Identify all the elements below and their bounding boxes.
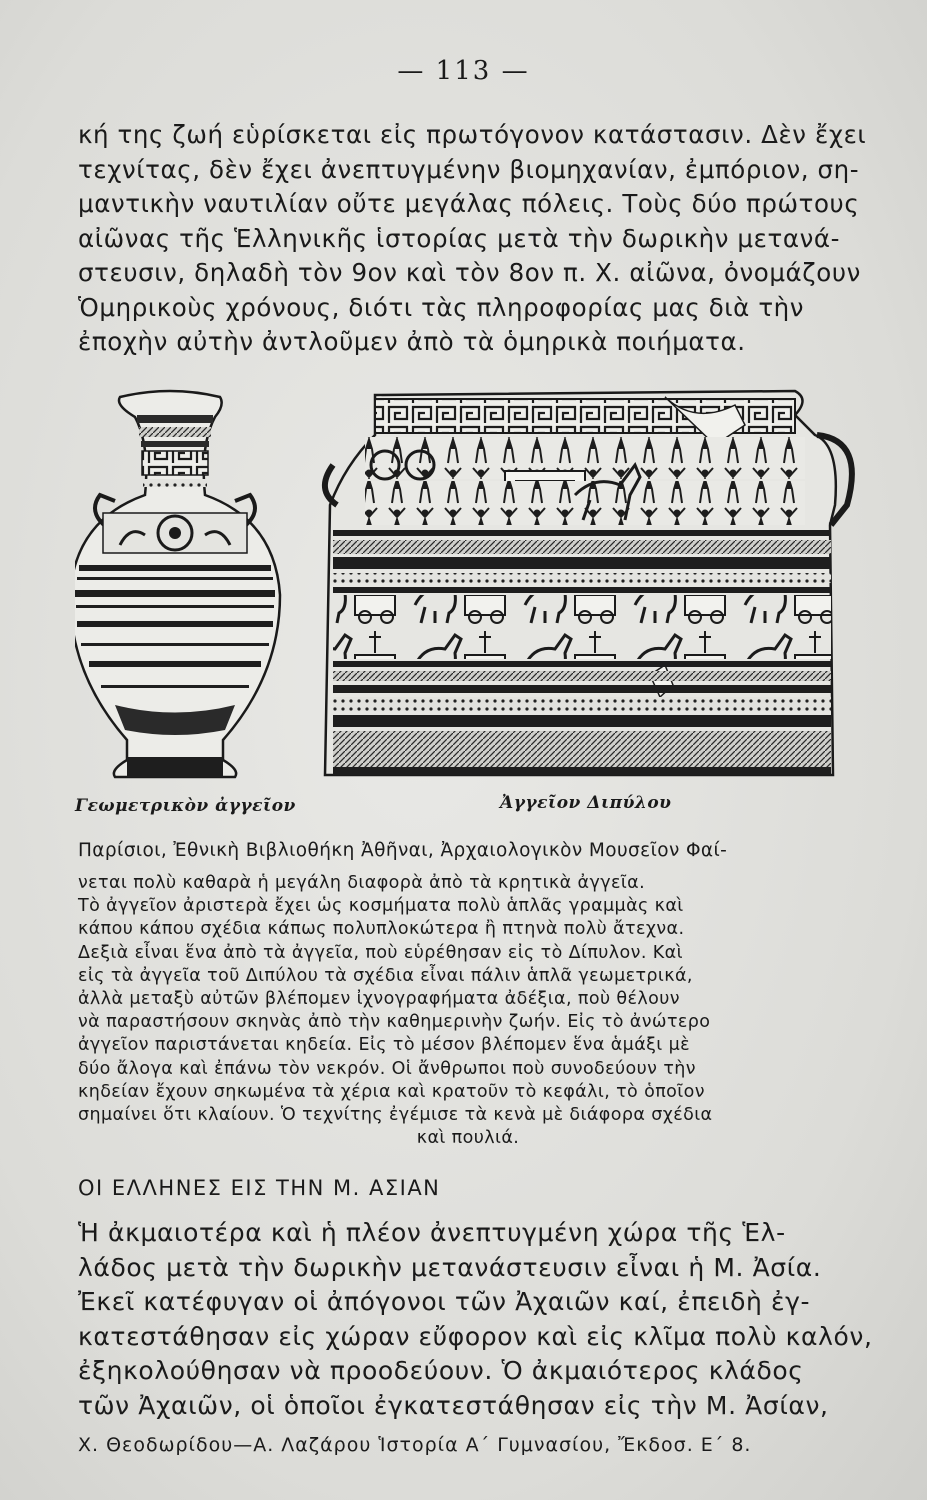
text-line: κηδείαν ἔχουν σηκωμένα τὰ χέρια καὶ κρατοῦν τὸ κεφάλι, τὸ ὁποῖον bbox=[78, 1081, 705, 1102]
text-line: Ἡ ἀκμαιοτέρα καὶ ἡ πλέον ἀνεπτυγμένη χώρα τῆς Ἑλ- bbox=[78, 1218, 786, 1247]
text-line: ἀγγεῖον παριστάνεται κηδεία. Εἰς τὸ μέσον βλέπομεν ἕνα ἁμάξι μὲ bbox=[78, 1035, 690, 1056]
text-line: αἰῶνας τῆς Ἑλληνικῆς ἱστορίας μετὰ τὴν δωρικὴν μετανά- bbox=[78, 223, 841, 253]
text-line: νὰ παραστήσουν σκηνὰς ἀπὸ τὴν καθημερινὴν ζωήν. Εἰς τὸ ἀνώτερο bbox=[78, 1012, 711, 1033]
caption-geometric-vase: Γεωμετρικὸν ἀγγεῖον bbox=[75, 796, 296, 816]
text-line: στευσιν, δηλαδὴ τὸν 9ον καὶ τὸν 8ον π. Χ. αἰῶνα, ὀνομάζουν bbox=[78, 258, 861, 287]
text-line: κή της ζωή εὑρίσκεται εἰς πρωτόγονον κατάστασιν. Δὲν ἔχει bbox=[78, 120, 867, 149]
text-line: Τὸ ἀγγεῖον ἀριστερὰ ἔχει ὡς κοσμήματα πολὺ ἁπλᾶς γραμμὰς καὶ bbox=[78, 896, 684, 917]
text-line: Παρίσιοι, Ἐθνικὴ Βιβλιοθήκη Ἀθῆναι, Ἀρχαιολογικὸν Μουσεῖον Φαί- bbox=[78, 840, 728, 861]
paragraph-2 bbox=[78, 830, 858, 1150]
paragraph-1 bbox=[78, 118, 867, 360]
dipylon-krater-drawing bbox=[325, 391, 852, 775]
text-line: νεται πολὺ καθαρὰ ἡ μεγάλη διαφορὰ ἀπὸ τὰ κρητικὰ ἀγγεῖα. bbox=[78, 873, 646, 893]
text-line: λάδος μετὰ τὴν δωρικὴν μετανάστευσιν εἶναι ἡ Μ. Ἀσία. bbox=[78, 1252, 822, 1282]
text-line: κάπου κάπου σχέδια κάπως πολυπλοκώτερα ἢ πτηνὰ πολὺ ἄτεχνα. bbox=[78, 919, 685, 940]
text-line: εἰς τὰ ἀγγεῖα τοῦ Διπύλου τὰ σχέδια εἶναι πάλιν ἁπλᾶ γεωμετρικά, bbox=[78, 965, 693, 986]
caption-dipylon-vase: Ἀγγεῖον Διπύλου bbox=[500, 793, 672, 813]
text-line: Ἐκεῖ κατέφυγαν οἱ ἀπόγονοι τῶν Ἀχαιῶν καί, ἐπειδὴ ἐγ- bbox=[78, 1287, 811, 1317]
geometric-amphora-drawing bbox=[75, 391, 280, 777]
text-line: δύο ἄλογα καὶ ἐπάνω τὸν νεκρόν. Οἱ ἄνθρωποι ποὺ συνοδεύουν τὴν bbox=[78, 1058, 696, 1079]
text-line: σημαίνει ὅτι κλαίουν. Ὁ τεχνίτης ἐγέμισε τὰ κενὰ μὲ διάφορα σχέδια bbox=[78, 1105, 713, 1126]
text-line: καὶ πουλιά. bbox=[416, 1128, 520, 1149]
paragraph-3 bbox=[78, 1216, 873, 1424]
page-footer: Χ. Θεοδωρίδου—Α. Λαζάρου Ἱστορία Α΄ Γυμνασίου, Ἔκδοσ. Ε΄ 8. bbox=[78, 1434, 752, 1456]
section-heading: ΟΙ ΕΛΛΗΝΕΣ ΕΙΣ ΤΗΝ Μ. ΑΣΙΑΝ bbox=[78, 1176, 441, 1200]
text-line: κατεστάθησαν εἰς χώραν εὔφορον καὶ εἰς κλῖμα πολὺ καλόν, bbox=[78, 1321, 873, 1351]
text-line: ἐξηκολούθησαν νὰ προοδεύουν. Ὁ ἀκμαιότερος κλάδος bbox=[78, 1356, 804, 1386]
page-number: — 113 — bbox=[397, 56, 530, 86]
text-line: τῶν Ἀχαιῶν, οἱ ὁποῖοι ἐγκατεστάθησαν εἰς τὴν Μ. Ἀσίαν, bbox=[78, 1390, 829, 1420]
text-line: Δεξιὰ εἶναι ἕνα ἀπὸ τὰ ἀγγεῖα, ποὺ εὑρέθησαν εἰς τὸ Δίπυλον. Καὶ bbox=[78, 942, 683, 963]
text-line: Ὁμηρικοὺς χρόνους, διότι τὰς πληροφορίας μας διὰ τὴν bbox=[78, 292, 805, 322]
text-line: μαντικὴν ναυτιλίαν οὔτε μεγάλας πόλεις. Τοὺς δύο πρώτους bbox=[78, 189, 860, 218]
text-line: ἐποχὴν αὐτὴν ἀντλοῦμεν ἀπὸ τὰ ὁμηρικὰ ποιήματα. bbox=[78, 327, 746, 356]
text-line: τεχνίτας, δὲν ἔχει ἀνεπτυγμένην βιομηχανίαν, ἐμπόριον, ση- bbox=[78, 154, 860, 184]
vase-illustrations bbox=[75, 385, 860, 790]
text-line: ἀλλὰ μεταξὺ αὐτῶν βλέπομεν ἰχνογραφήματα ἀδέξια, ποὺ θέλουν bbox=[78, 989, 680, 1010]
